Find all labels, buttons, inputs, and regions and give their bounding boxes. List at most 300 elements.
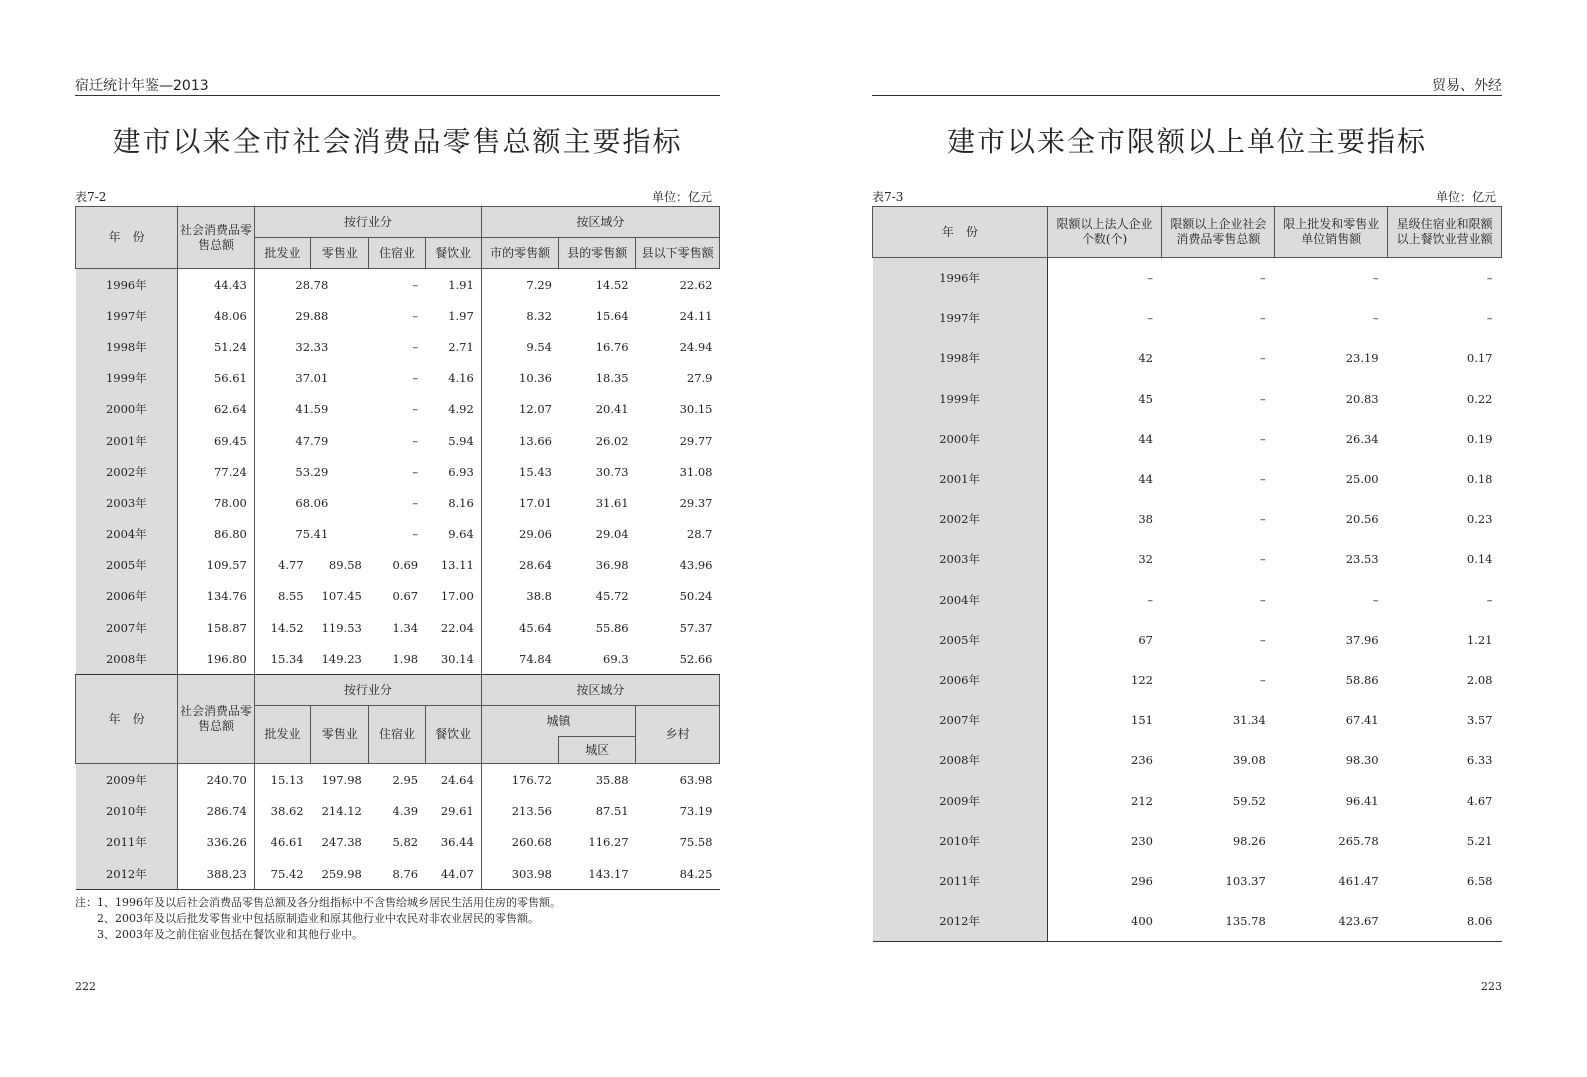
header-wholesale: 批发业 bbox=[254, 238, 310, 269]
city-retail-cell: 28.64 bbox=[519, 558, 552, 573]
lodging-cell: – bbox=[412, 433, 419, 448]
catering-cell: 2.71 bbox=[425, 331, 481, 362]
header-retail: 零售业 bbox=[311, 706, 369, 764]
wholesale-retail-cell: 68.06 bbox=[295, 495, 329, 510]
page-title: 建市以来全市限额以上单位主要指标 bbox=[946, 125, 1427, 158]
city-retail-cell: 45.64 bbox=[519, 620, 552, 635]
catering-cell: 4.16 bbox=[425, 363, 481, 394]
catering-cell: 1.91 bbox=[425, 269, 481, 301]
lodging-cell: 8.76 bbox=[392, 866, 419, 881]
lodging-cell: 4.39 bbox=[392, 804, 419, 819]
total-cell: 62.64 bbox=[178, 394, 255, 425]
year-cell: 1997年 bbox=[76, 300, 178, 331]
lodging-catering-revenue-cell: 6.58 bbox=[1466, 873, 1493, 888]
year-cell: 2004年 bbox=[76, 519, 178, 550]
enterprise-count-cell: 38 bbox=[1138, 512, 1153, 527]
total-cell: 196.80 bbox=[178, 643, 255, 675]
total-cell: 109.57 bbox=[178, 550, 255, 581]
header-catering: 餐饮业 bbox=[425, 238, 481, 269]
below-county-retail-cell: 29.37 bbox=[679, 495, 713, 510]
below-county-retail-cell: 52.66 bbox=[636, 643, 720, 675]
table-row bbox=[873, 861, 1502, 901]
enterprise-retail-cell: 103.37 bbox=[1225, 873, 1266, 888]
table-row bbox=[76, 456, 720, 487]
page-title: 建市以来全市社会消费品零售总额主要指标 bbox=[112, 125, 683, 158]
city-retail-cell: 12.07 bbox=[519, 402, 552, 417]
enterprise-count-cell: 42 bbox=[1138, 351, 1153, 366]
yearbook-title: 宿迁统计年鉴—2013 bbox=[75, 78, 209, 94]
lodging-catering-revenue-cell: 8.06 bbox=[1466, 914, 1493, 929]
year-cell: 2002年 bbox=[873, 499, 1048, 539]
county-retail-cell: 29.04 bbox=[595, 527, 629, 542]
below-county-retail-cell: 27.9 bbox=[686, 371, 713, 386]
header-by-industry: 按行业分 bbox=[254, 207, 481, 238]
table-row bbox=[76, 827, 720, 858]
rural-cell: 73.19 bbox=[679, 804, 713, 819]
county-retail-cell: 31.61 bbox=[595, 495, 629, 510]
enterprise-count-cell: 67 bbox=[1138, 632, 1153, 647]
table-row bbox=[873, 338, 1502, 378]
header-wholesale: 批发业 bbox=[254, 706, 310, 764]
lodging-cell: 0.69 bbox=[392, 558, 419, 573]
enterprise-retail-cell: 39.08 bbox=[1232, 753, 1266, 768]
header-county-retail: 县的零售额 bbox=[559, 238, 636, 269]
rural-cell: 75.58 bbox=[679, 835, 713, 850]
table-row bbox=[873, 700, 1502, 740]
enterprise-count-cell: 236 bbox=[1131, 753, 1153, 768]
table-row bbox=[76, 394, 720, 425]
year-cell: 2005年 bbox=[873, 620, 1048, 660]
lodging-cell: – bbox=[412, 464, 419, 479]
county-retail-cell: 16.76 bbox=[595, 339, 629, 354]
year-cell: 1997年 bbox=[873, 298, 1048, 338]
table-row bbox=[873, 459, 1502, 499]
table-row bbox=[76, 612, 720, 643]
city-retail-cell: 9.54 bbox=[526, 339, 552, 354]
county-retail-cell: 36.98 bbox=[595, 558, 629, 573]
below-county-retail-cell: 31.08 bbox=[679, 464, 713, 479]
retail-sales-table bbox=[75, 206, 720, 890]
total-cell: 77.24 bbox=[178, 456, 255, 487]
year-cell: 2006年 bbox=[76, 581, 178, 612]
enterprise-retail-cell: – bbox=[1260, 552, 1266, 567]
header-wholesale-retail-sales: 限上批发和零售业单位销售额 bbox=[1275, 207, 1388, 258]
enterprise-count-cell: – bbox=[1147, 592, 1153, 607]
table-row bbox=[873, 821, 1502, 861]
lodging-catering-revenue-cell: 2.08 bbox=[1466, 672, 1493, 687]
wholesale-cell: 75.42 bbox=[270, 866, 304, 881]
total-cell: 240.70 bbox=[178, 764, 255, 796]
wholesale-retail-sales-cell: – bbox=[1372, 592, 1379, 607]
city-retail-cell: 8.32 bbox=[526, 308, 552, 323]
lodging-catering-revenue-cell: 0.22 bbox=[1466, 391, 1493, 406]
lodging-cell: 5.82 bbox=[392, 835, 419, 850]
wholesale-retail-cell: 41.59 bbox=[295, 402, 329, 417]
year-cell: 2012年 bbox=[873, 901, 1048, 942]
header-year: 年 份 bbox=[873, 207, 1048, 258]
table-id: 表7-2 bbox=[75, 190, 107, 204]
year-cell: 2006年 bbox=[873, 660, 1048, 700]
county-retail-cell: 26.02 bbox=[595, 433, 629, 448]
header-urban: 城区 bbox=[559, 737, 636, 764]
header-catering: 餐饮业 bbox=[425, 706, 481, 764]
enterprise-count-cell: 296 bbox=[1131, 873, 1153, 888]
wholesale-retail-sales-cell: 67.41 bbox=[1345, 713, 1379, 728]
year-cell: 2010年 bbox=[76, 796, 178, 827]
lodging-catering-revenue-cell: 5.21 bbox=[1466, 833, 1493, 848]
year-cell: 2004年 bbox=[873, 580, 1048, 620]
header-rural: 乡村 bbox=[636, 706, 720, 764]
catering-cell: 4.92 bbox=[425, 394, 481, 425]
year-cell: 2002年 bbox=[76, 456, 178, 487]
town-cell: 260.68 bbox=[511, 835, 552, 850]
lodging-cell: – bbox=[412, 308, 419, 323]
table-meta bbox=[872, 188, 1502, 204]
catering-cell: 9.64 bbox=[425, 519, 481, 550]
table-row bbox=[76, 487, 720, 518]
table-row bbox=[873, 901, 1502, 942]
table-row bbox=[873, 419, 1502, 459]
city-retail-cell: 17.01 bbox=[519, 495, 552, 510]
wholesale-retail-cell: 37.01 bbox=[295, 371, 329, 386]
year-cell: 1998年 bbox=[76, 331, 178, 362]
retail-cell: 247.38 bbox=[321, 835, 362, 850]
running-head bbox=[75, 75, 720, 96]
retail-cell: 119.53 bbox=[321, 620, 362, 635]
total-cell: 134.76 bbox=[178, 581, 255, 612]
enterprise-retail-cell: 135.78 bbox=[1225, 914, 1266, 929]
city-retail-cell: 13.66 bbox=[519, 433, 552, 448]
wholesale-retail-sales-cell: 26.34 bbox=[1345, 431, 1379, 446]
header-lodging: 住宿业 bbox=[369, 706, 425, 764]
year-cell: 2005年 bbox=[76, 550, 178, 581]
lodging-cell: – bbox=[412, 339, 419, 354]
header-by-industry: 按行业分 bbox=[254, 675, 481, 706]
header-enterprise-count: 限额以上法人企业个数(个) bbox=[1047, 207, 1162, 258]
header-total: 社会消费品零售总额 bbox=[178, 207, 255, 269]
enterprise-retail-cell: – bbox=[1260, 472, 1266, 487]
wholesale-retail-sales-cell: – bbox=[1275, 258, 1388, 299]
enterprise-retail-cell: – bbox=[1162, 258, 1275, 299]
header-lodging: 住宿业 bbox=[369, 238, 425, 269]
county-retail-cell: 14.52 bbox=[595, 277, 629, 292]
county-retail-cell: 20.41 bbox=[595, 402, 629, 417]
page-number: 223 bbox=[1481, 980, 1502, 993]
catering-cell: 44.07 bbox=[425, 858, 481, 890]
table-row bbox=[76, 363, 720, 394]
header-year: 年 份 bbox=[76, 207, 178, 269]
table-row bbox=[76, 643, 720, 675]
year-cell: 1999年 bbox=[76, 363, 178, 394]
table-row bbox=[76, 858, 720, 890]
header-retail: 零售业 bbox=[311, 238, 369, 269]
table-row bbox=[873, 539, 1502, 579]
catering-cell: 1.97 bbox=[425, 300, 481, 331]
table-row bbox=[76, 550, 720, 581]
wholesale-retail-sales-cell: 58.86 bbox=[1345, 672, 1379, 687]
wholesale-cell: 4.77 bbox=[277, 558, 304, 573]
rural-cell: 63.98 bbox=[679, 773, 713, 788]
table-row bbox=[76, 519, 720, 550]
below-county-retail-cell: 24.11 bbox=[679, 308, 713, 323]
lodging-catering-revenue-cell: 0.17 bbox=[1466, 351, 1493, 366]
header-year: 年 份 bbox=[76, 675, 178, 764]
year-cell: 2010年 bbox=[873, 821, 1048, 861]
wholesale-retail-sales-cell: 25.00 bbox=[1345, 472, 1379, 487]
city-retail-cell: 29.06 bbox=[519, 527, 552, 542]
year-cell: 2003年 bbox=[873, 539, 1048, 579]
catering-cell: 36.44 bbox=[425, 827, 481, 858]
city-retail-cell: 10.36 bbox=[519, 371, 552, 386]
county-retail-cell: 55.86 bbox=[595, 620, 629, 635]
header-town bbox=[481, 706, 635, 737]
wholesale-retail-sales-cell: 20.83 bbox=[1345, 391, 1379, 406]
wholesale-retail-sales-cell: 461.47 bbox=[1338, 873, 1379, 888]
catering-cell: 29.61 bbox=[425, 796, 481, 827]
enterprise-retail-cell: 59.52 bbox=[1232, 793, 1266, 808]
note-3: 3、2003年及之前住宿业包括在餐饮业和其他行业中。 bbox=[97, 928, 363, 941]
city-retail-cell: 7.29 bbox=[526, 277, 552, 292]
enterprise-count-cell: 212 bbox=[1131, 793, 1153, 808]
total-cell: 158.87 bbox=[178, 612, 255, 643]
wholesale-retail-sales-cell: 265.78 bbox=[1338, 833, 1379, 848]
page-number: 222 bbox=[75, 980, 96, 993]
table-row bbox=[873, 740, 1502, 780]
year-cell: 2003年 bbox=[76, 487, 178, 518]
county-retail-cell: 69.3 bbox=[559, 643, 636, 675]
town-cell: 176.72 bbox=[511, 773, 552, 788]
table-notes bbox=[75, 895, 561, 943]
enterprise-count-cell: 44 bbox=[1138, 431, 1153, 446]
year-cell: 2009年 bbox=[76, 764, 178, 796]
table-row bbox=[76, 764, 720, 796]
lodging-catering-revenue-cell: – bbox=[1388, 258, 1502, 299]
catering-cell: 6.93 bbox=[425, 456, 481, 487]
above-quota-units-table bbox=[872, 206, 1502, 942]
lodging-catering-revenue-cell: 0.14 bbox=[1466, 552, 1493, 567]
total-cell: 388.23 bbox=[178, 858, 255, 890]
header-town-label: 城镇 bbox=[546, 713, 571, 728]
urban-cell: 116.27 bbox=[588, 835, 629, 850]
enterprise-count-cell: 122 bbox=[1131, 672, 1153, 687]
wholesale-retail-sales-cell: – bbox=[1372, 311, 1379, 326]
year-cell: 1996年 bbox=[873, 258, 1048, 299]
total-cell: 51.24 bbox=[178, 331, 255, 362]
enterprise-retail-cell: 98.26 bbox=[1232, 833, 1266, 848]
lodging-cell: – bbox=[412, 495, 419, 510]
retail-cell: 89.58 bbox=[328, 558, 362, 573]
city-retail-cell: 74.84 bbox=[481, 643, 559, 675]
enterprise-count-cell: 400 bbox=[1131, 914, 1153, 929]
lodging-catering-revenue-cell: 4.67 bbox=[1466, 793, 1493, 808]
header-enterprise-retail: 限额以上企业社会消费品零售总额 bbox=[1162, 207, 1275, 258]
year-cell: 2011年 bbox=[873, 861, 1048, 901]
header-city-retail: 市的零售额 bbox=[481, 238, 559, 269]
lodging-cell: – bbox=[412, 527, 419, 542]
table-unit: 单位：亿元 bbox=[1435, 190, 1496, 204]
below-county-retail-cell: 24.94 bbox=[679, 339, 713, 354]
total-cell: 78.00 bbox=[178, 487, 255, 518]
enterprise-count-cell: – bbox=[1047, 258, 1162, 299]
year-cell: 2008年 bbox=[76, 643, 178, 675]
lodging-cell: 2.95 bbox=[392, 773, 419, 788]
table-row bbox=[873, 499, 1502, 539]
wholesale-retail-cell: 28.78 bbox=[295, 277, 329, 292]
enterprise-retail-cell: – bbox=[1260, 311, 1266, 326]
header-town-spacer bbox=[481, 737, 559, 764]
enterprise-count-cell: – bbox=[1147, 311, 1153, 326]
enterprise-retail-cell: – bbox=[1260, 351, 1266, 366]
wholesale-retail-sales-cell: 96.41 bbox=[1345, 793, 1379, 808]
total-cell: 69.45 bbox=[178, 425, 255, 456]
lodging-catering-revenue-cell: 3.57 bbox=[1466, 713, 1493, 728]
urban-cell: 87.51 bbox=[595, 804, 629, 819]
wholesale-cell: 46.61 bbox=[270, 835, 304, 850]
below-county-retail-cell: 30.15 bbox=[679, 402, 713, 417]
lodging-catering-revenue-cell: 0.18 bbox=[1466, 472, 1493, 487]
note-2: 2、2003年及以后批发零售业中包括原制造业和原其他行业中农民对非农业居民的零售额。 bbox=[97, 912, 539, 925]
table-meta bbox=[75, 188, 720, 204]
retail-cell: 107.45 bbox=[321, 589, 362, 604]
catering-cell: 8.16 bbox=[425, 487, 481, 518]
lodging-catering-revenue-cell: 1.21 bbox=[1466, 632, 1493, 647]
wholesale-retail-sales-cell: 20.56 bbox=[1345, 512, 1379, 527]
table-row bbox=[873, 780, 1502, 820]
lodging-cell: 1.98 bbox=[369, 643, 425, 675]
lodging-cell: 0.67 bbox=[392, 589, 419, 604]
below-county-retail-cell: 50.24 bbox=[679, 589, 713, 604]
lodging-catering-revenue-cell: 6.33 bbox=[1466, 753, 1493, 768]
lodging-catering-revenue-cell: – bbox=[1486, 592, 1493, 607]
lodging-catering-revenue-cell: 0.19 bbox=[1466, 431, 1493, 446]
right-page bbox=[872, 0, 1520, 1077]
wholesale-retail-cell: 29.88 bbox=[295, 308, 329, 323]
wholesale-retail-sales-cell: 23.53 bbox=[1345, 552, 1379, 567]
wholesale-cell: 15.13 bbox=[270, 773, 304, 788]
catering-cell: 22.04 bbox=[425, 612, 481, 643]
table-row bbox=[76, 581, 720, 612]
total-cell: 336.26 bbox=[178, 827, 255, 858]
rural-cell: 84.25 bbox=[679, 866, 713, 881]
year-cell: 1998年 bbox=[873, 338, 1048, 378]
town-cell: 303.98 bbox=[511, 866, 552, 881]
below-county-retail-cell: 22.62 bbox=[679, 277, 713, 292]
wholesale-retail-cell: 53.29 bbox=[295, 464, 329, 479]
catering-cell: 30.14 bbox=[425, 643, 481, 675]
enterprise-retail-cell: – bbox=[1260, 431, 1266, 446]
enterprise-retail-cell: 31.34 bbox=[1232, 713, 1266, 728]
county-retail-cell: 15.64 bbox=[595, 308, 629, 323]
lodging-catering-revenue-cell: – bbox=[1486, 311, 1493, 326]
catering-cell: 13.11 bbox=[425, 550, 481, 581]
wholesale-cell: 14.52 bbox=[270, 620, 304, 635]
year-cell: 2012年 bbox=[76, 858, 178, 890]
wholesale-retail-cell: 47.79 bbox=[295, 433, 329, 448]
year-cell: 1999年 bbox=[873, 379, 1048, 419]
total-cell: 44.43 bbox=[178, 269, 255, 301]
town-cell: 213.56 bbox=[511, 804, 552, 819]
total-cell: 48.06 bbox=[178, 300, 255, 331]
below-county-retail-cell: 57.37 bbox=[679, 620, 713, 635]
urban-cell: 143.17 bbox=[588, 866, 629, 881]
table-row bbox=[873, 660, 1502, 700]
retail-cell: 214.12 bbox=[321, 804, 362, 819]
enterprise-count-cell: 32 bbox=[1138, 552, 1153, 567]
enterprise-retail-cell: – bbox=[1260, 391, 1266, 406]
city-retail-cell: 38.8 bbox=[526, 589, 552, 604]
year-cell: 2000年 bbox=[76, 394, 178, 425]
table-row bbox=[873, 580, 1502, 620]
table-row bbox=[76, 796, 720, 827]
lodging-cell: – bbox=[412, 402, 419, 417]
catering-cell: 17.00 bbox=[425, 581, 481, 612]
below-county-retail-cell: 43.96 bbox=[679, 558, 713, 573]
wholesale-retail-cell: 75.41 bbox=[295, 527, 329, 542]
wholesale-retail-sales-cell: 37.96 bbox=[1345, 632, 1379, 647]
wholesale-retail-sales-cell: 23.19 bbox=[1345, 351, 1379, 366]
table-row bbox=[873, 258, 1502, 299]
table-row bbox=[76, 331, 720, 362]
below-county-retail-cell: 28.7 bbox=[686, 527, 713, 542]
wholesale-cell: 8.55 bbox=[277, 589, 304, 604]
wholesale-cell: 15.34 bbox=[254, 643, 310, 675]
lodging-catering-revenue-cell: 0.23 bbox=[1466, 512, 1493, 527]
year-cell: 2007年 bbox=[76, 612, 178, 643]
header-by-region: 按区域分 bbox=[481, 675, 719, 706]
retail-cell: 259.98 bbox=[321, 866, 362, 881]
retail-cell: 149.23 bbox=[311, 643, 369, 675]
year-cell: 2001年 bbox=[76, 425, 178, 456]
year-cell: 2009年 bbox=[873, 780, 1048, 820]
header-total: 社会消费品零售总额 bbox=[178, 675, 255, 764]
year-cell: 1996年 bbox=[76, 269, 178, 301]
header-lodging-catering-revenue: 星级住宿业和限额以上餐饮业营业额 bbox=[1388, 207, 1502, 258]
table-row bbox=[873, 298, 1502, 338]
wholesale-retail-sales-cell: 423.67 bbox=[1338, 914, 1379, 929]
enterprise-retail-cell: – bbox=[1260, 592, 1266, 607]
year-cell: 2000年 bbox=[873, 419, 1048, 459]
table-id: 表7-3 bbox=[872, 190, 904, 204]
below-county-retail-cell: 29.77 bbox=[679, 433, 713, 448]
city-retail-cell: 15.43 bbox=[519, 464, 552, 479]
table-row bbox=[76, 269, 720, 301]
table-unit: 单位：亿元 bbox=[651, 190, 712, 204]
running-head bbox=[872, 75, 1502, 96]
enterprise-count-cell: 230 bbox=[1131, 833, 1153, 848]
section-title: 贸易、外经 bbox=[1432, 78, 1502, 94]
retail-cell: 197.98 bbox=[321, 773, 362, 788]
table-row bbox=[76, 300, 720, 331]
catering-cell: 24.64 bbox=[425, 764, 481, 796]
year-cell: 2011年 bbox=[76, 827, 178, 858]
county-retail-cell: 45.72 bbox=[595, 589, 629, 604]
enterprise-retail-cell: – bbox=[1260, 672, 1266, 687]
header-below-county-retail: 县以下零售额 bbox=[636, 238, 720, 269]
enterprise-retail-cell: – bbox=[1260, 632, 1266, 647]
note-1: 注：1、1996年及以后社会消费品零售总额及各分组指标中不含售给城乡居民生活用住房的零售额。 bbox=[75, 896, 561, 909]
enterprise-retail-cell: – bbox=[1260, 512, 1266, 527]
total-cell: 56.61 bbox=[178, 363, 255, 394]
table-row bbox=[873, 379, 1502, 419]
lodging-cell: – bbox=[412, 277, 419, 292]
urban-cell: 35.88 bbox=[595, 773, 629, 788]
year-cell: 2001年 bbox=[873, 459, 1048, 499]
lodging-cell: – bbox=[412, 371, 419, 386]
wholesale-retail-sales-cell: 98.30 bbox=[1345, 753, 1379, 768]
county-retail-cell: 30.73 bbox=[595, 464, 629, 479]
year-cell: 2007年 bbox=[873, 700, 1048, 740]
enterprise-count-cell: 151 bbox=[1131, 713, 1153, 728]
